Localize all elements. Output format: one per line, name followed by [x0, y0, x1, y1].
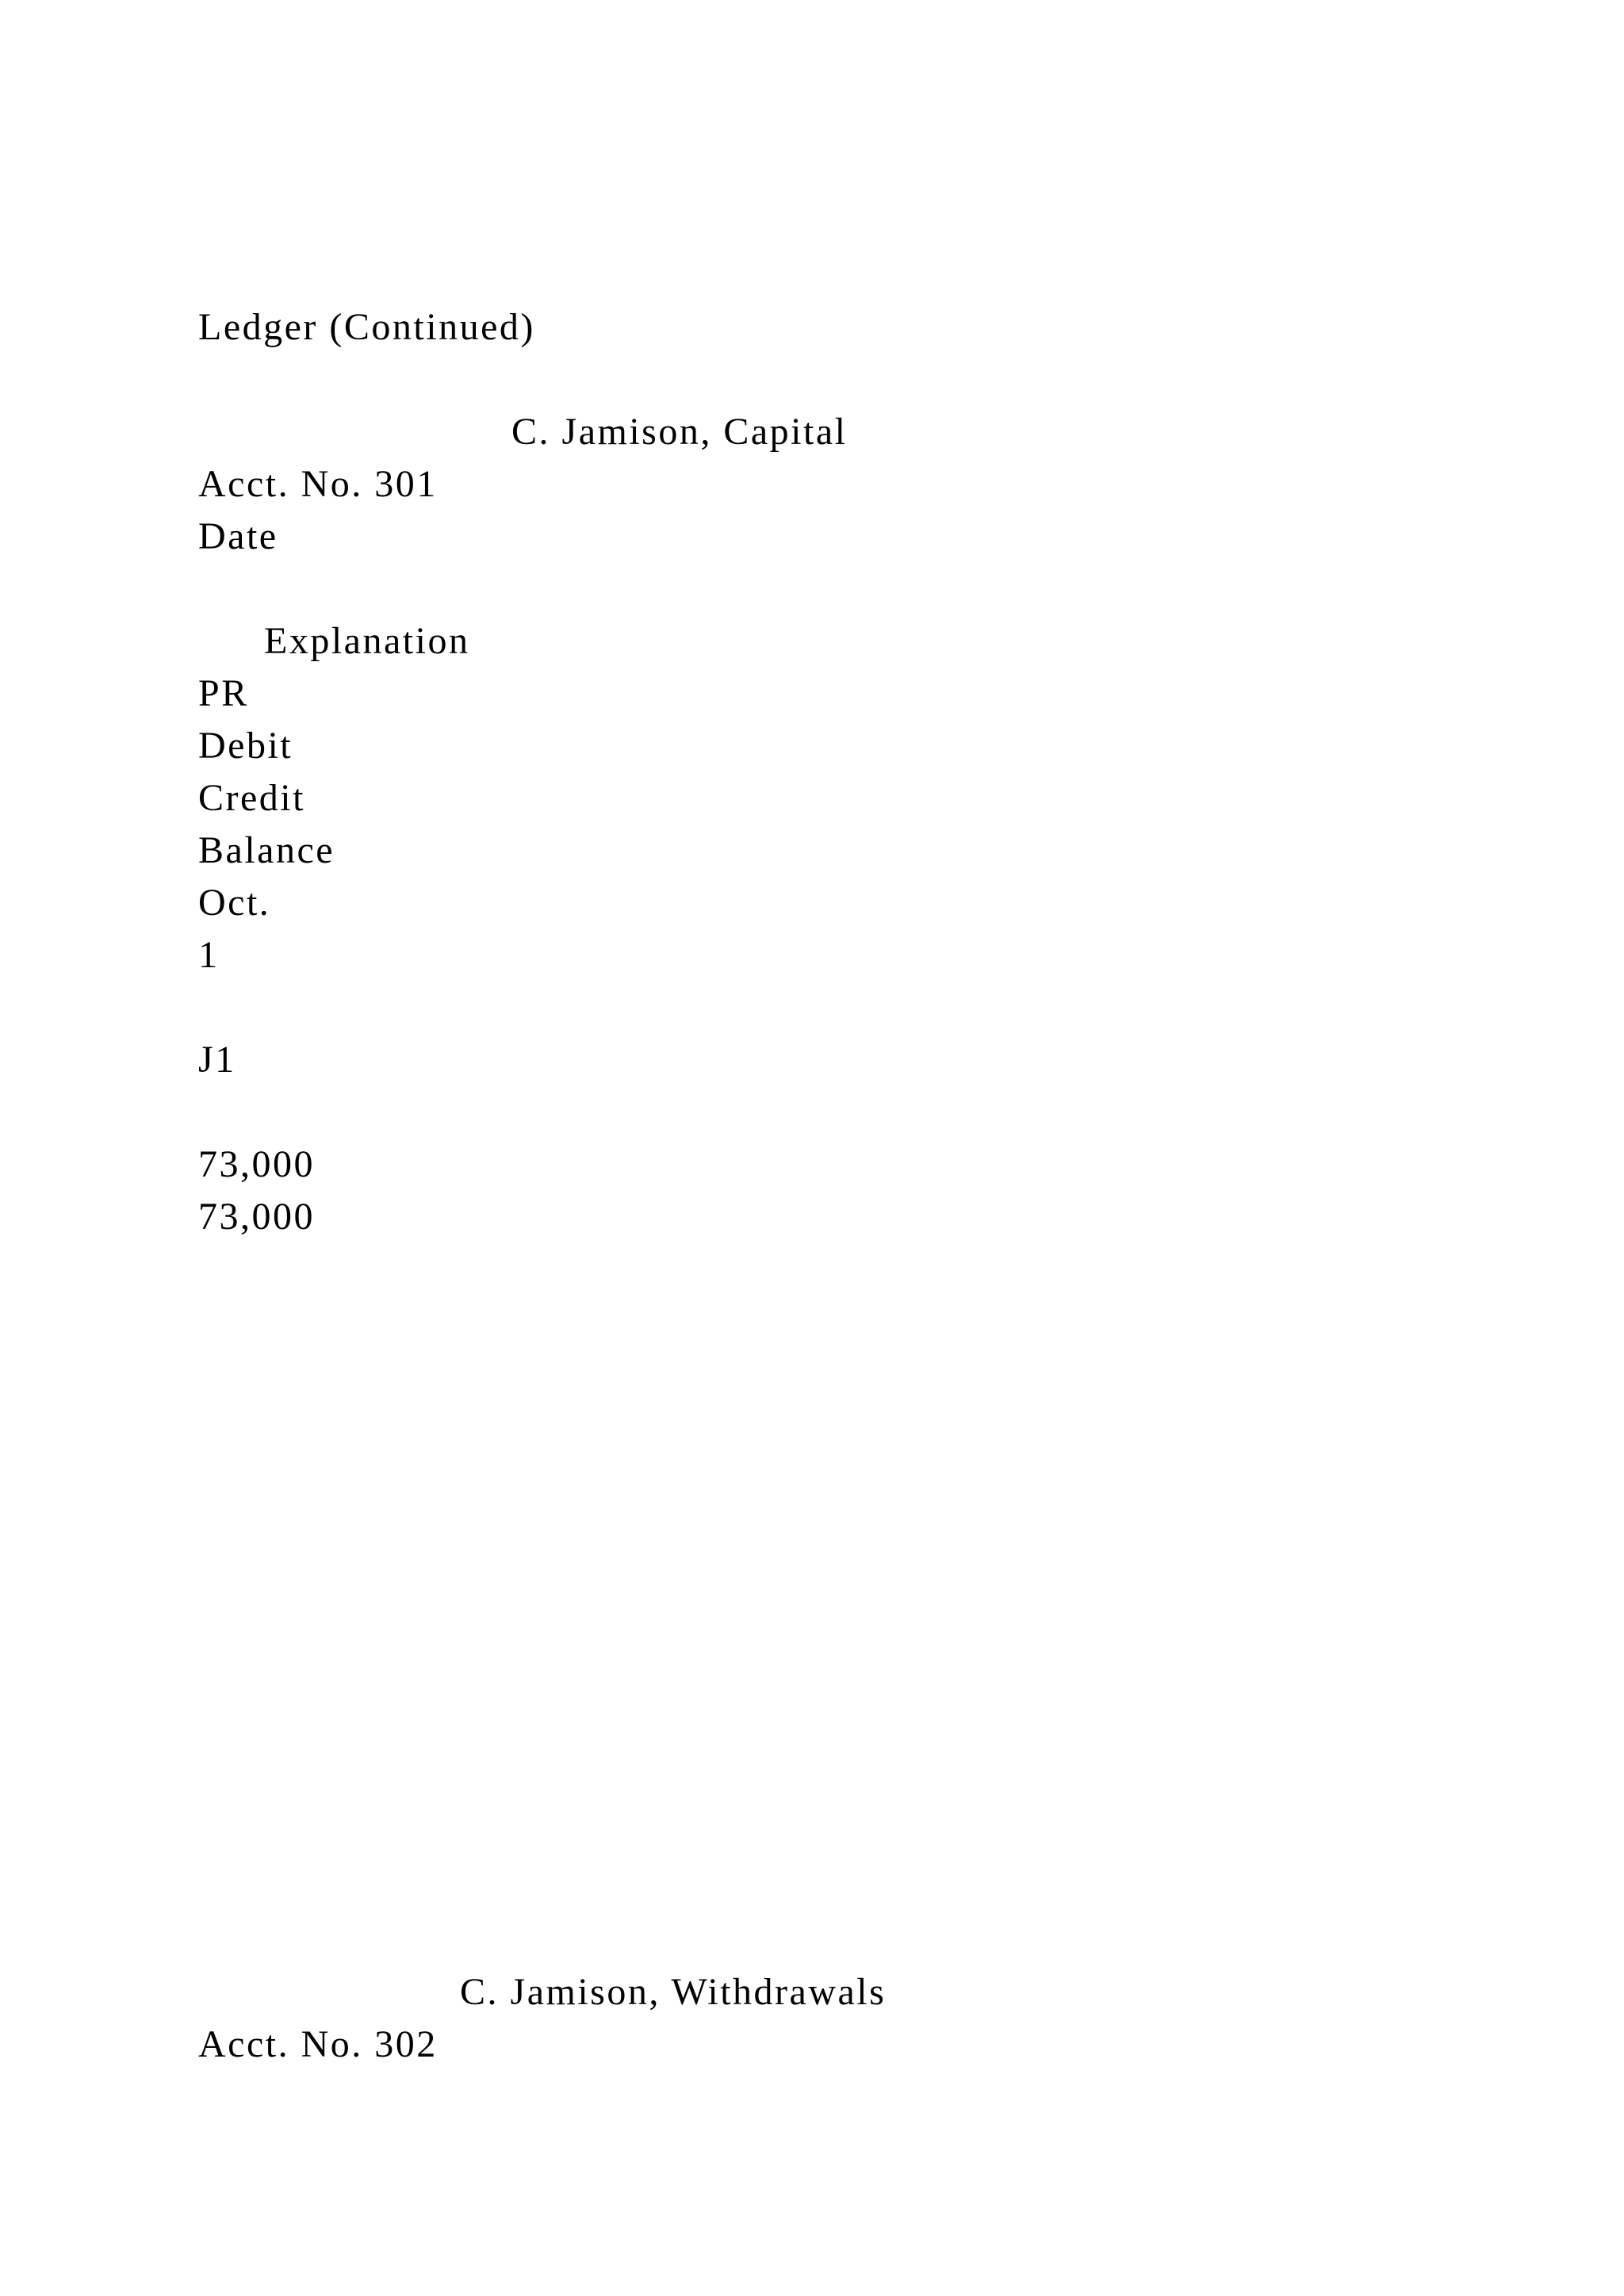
- entry-balance-amount: 73,000: [198, 1196, 315, 1238]
- column-header-pr: PR: [198, 672, 249, 714]
- withdrawals-account-number: Acct. No. 302: [198, 2023, 438, 2065]
- column-header-explanation: Explanation: [264, 620, 470, 662]
- entry-day: 1: [198, 934, 220, 976]
- entry-posting-reference: J1: [198, 1039, 236, 1081]
- column-header-date: Date: [198, 515, 278, 557]
- column-header-credit: Credit: [198, 777, 305, 819]
- capital-account-name: C. Jamison, Capital: [511, 411, 848, 453]
- column-header-debit: Debit: [198, 725, 293, 767]
- ledger-title: Ledger (Continued): [198, 306, 535, 348]
- capital-account-number: Acct. No. 301: [198, 463, 438, 505]
- column-header-balance: Balance: [198, 829, 335, 871]
- withdrawals-account-name: C. Jamison, Withdrawals: [460, 1971, 887, 2013]
- entry-month: Oct.: [198, 882, 271, 924]
- entry-credit-amount: 73,000: [198, 1143, 315, 1185]
